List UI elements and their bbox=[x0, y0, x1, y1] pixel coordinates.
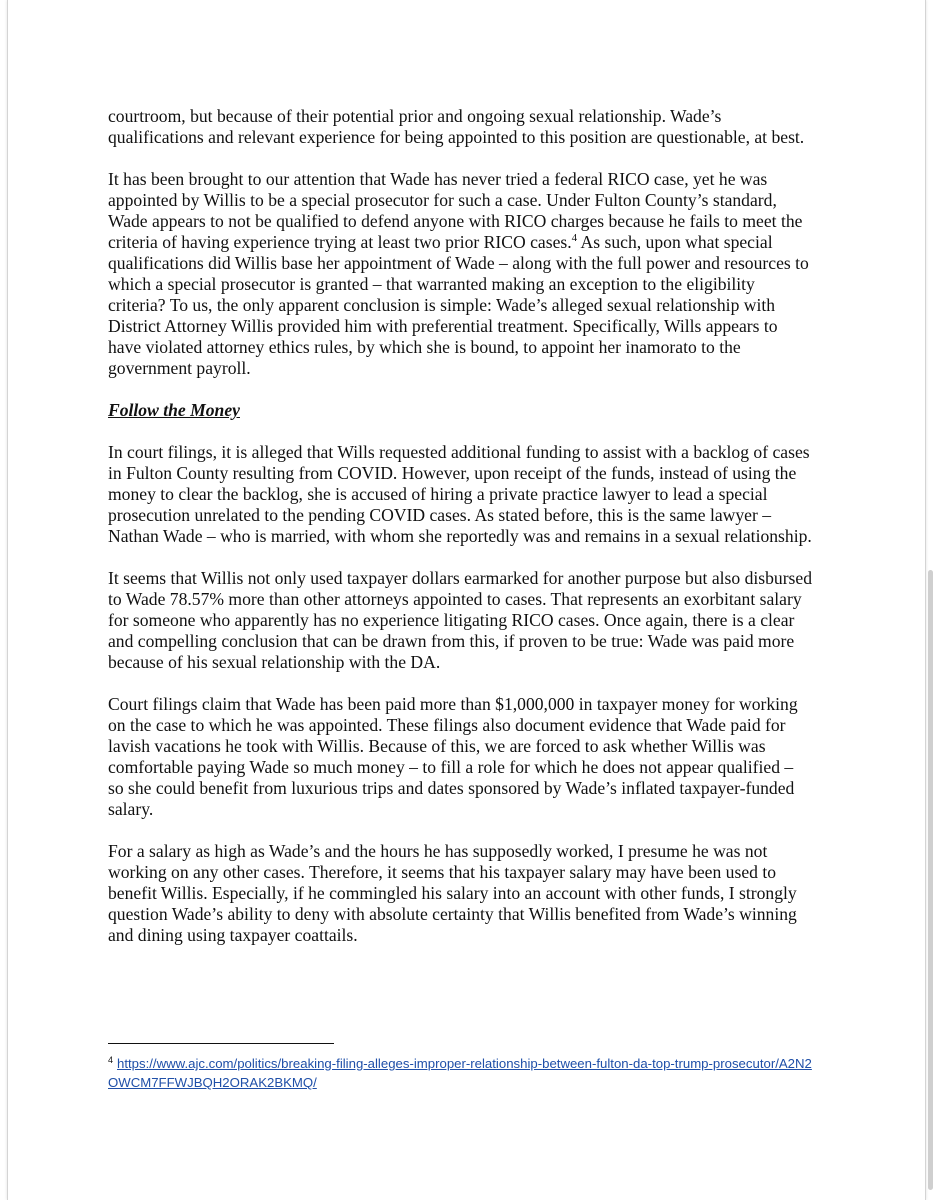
paragraph-2 bbox=[108, 169, 813, 379]
paragraph-4: It seems that Willis not only used taxpayer dollars earmarked for another purpose but also disbursed to Wade 78.57% more than other attorneys appointed to cases. That represents an exorbitant salary for someone who apparently has no experience litigating RICO cases. Once again, there is a clear and compelling conclusion that can be drawn from this, if proven to be true: Wade was paid more because of his sexual relationship with the DA. bbox=[108, 568, 813, 672]
section-heading: Follow the Money bbox=[108, 400, 240, 420]
paragraph-2-text-a: It has been brought to our attention that Wade has never tried a federal RICO case, yet he was appointed by Willis to be a special prosecutor for such a case. Under Fulton County’s standard, Wade appears to not be qualified to defend anyone with RICO charges because he fails to meet the criteria of having experience trying at least two prior RICO cases. bbox=[108, 169, 803, 252]
paragraph-6: For a salary as high as Wade’s and the hours he has supposedly worked, I presume he was not working on any other cases. Therefore, it seems that his taxpayer salary may have been used to benefit Willis. Especially, if he commingled his salary into an account with other funds, I strongly question Wade’s ability to deny with absolute certainty that Willis benefited from Wade’s winning and dining using taxpayer coattails. bbox=[108, 841, 797, 945]
paragraph-5: Court filings claim that Wade has been paid more than $1,000,000 in taxpayer money for working on the case to which he was appointed. These filings also document evidence that Wade paid for lavish vacations he took with Willis. Because of this, we are forced to ask whether Willis was comfortable paying Wade so much money – to fill a role for which he does not appear qualified – so she could benefit from luxurious trips and dates sponsored by Wade’s inflated taxpayer-funded salary. bbox=[108, 694, 798, 819]
vertical-scrollbar[interactable] bbox=[928, 570, 933, 1190]
footnote bbox=[108, 1054, 813, 1092]
footnote-reference[interactable]: 4 bbox=[571, 232, 578, 245]
document-body bbox=[108, 106, 813, 967]
paragraph-1: courtroom, but because of their potential prior and ongoing sexual relationship. Wade’s qualifications and relevant experience for being appointed to this position are questionable, at best. bbox=[108, 106, 805, 147]
footnote-separator bbox=[108, 1043, 334, 1044]
footnote-number: 4 bbox=[108, 1054, 114, 1065]
footnote-link[interactable]: https://www.ajc.com/politics/breaking-filing-alleges-improper-relationship-between-fulton-da-top-trump-prosecutor/A2N2OWCM7FFWJBQH2ORAK2BKMQ/ bbox=[108, 1056, 812, 1090]
paragraph-3: In court filings, it is alleged that Wills requested additional funding to assist with a backlog of cases in Fulton County resulting from COVID. However, upon receipt of the funds, instead of using the money to clear the backlog, she is accused of hiring a private practice lawyer to lead a special prosecution unrelated to the pending COVID cases. As stated before, this is the same lawyer – Nathan Wade – who is married, with whom she reportedly was and remains in a sexual relationship. bbox=[108, 442, 812, 546]
paragraph-2-text-b: As such, upon what special qualifications did Willis base her appointment of Wade – along with the full power and resources to which a special prosecutor is granted – that warranted making an exception to the eligibility criteria? To us, the only apparent conclusion is simple: Wade’s alleged sexual relationship with District Attorney Willis provided him with preferential treatment. Specifically, Wills appears to have violated attorney ethics rules, by which she is bound, to appoint her inamorato to the government payroll. bbox=[108, 232, 809, 378]
